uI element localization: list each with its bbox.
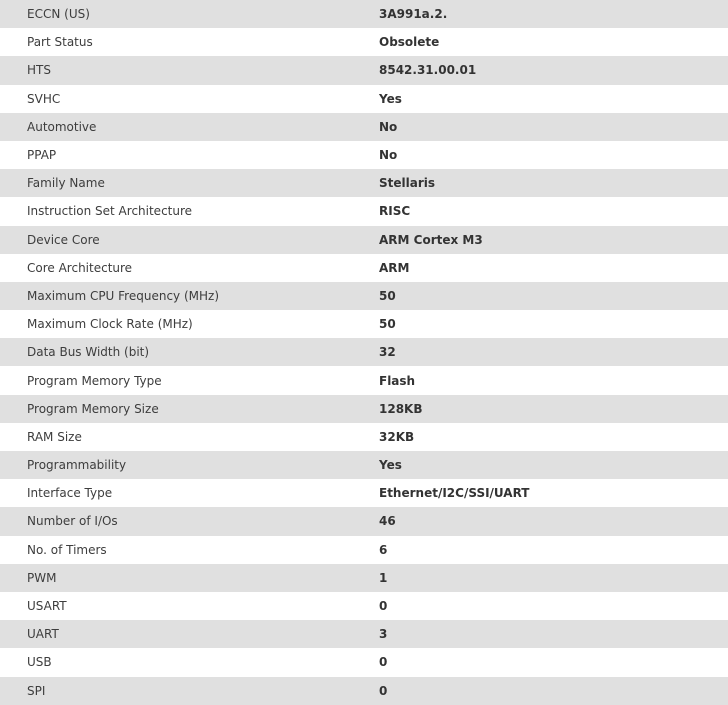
spec-value: ARM — [352, 254, 728, 282]
spec-value: ARM Cortex M3 — [352, 226, 728, 254]
spec-row-max-cpu-frequency — [0, 282, 728, 310]
spec-value: 0 — [352, 677, 728, 705]
spec-label: USB — [0, 648, 352, 676]
spec-label: Automotive — [0, 113, 352, 141]
spec-row-number-of-ios — [0, 507, 728, 535]
spec-row-svhc — [0, 85, 728, 113]
spec-value: Obsolete — [352, 28, 728, 56]
spec-label: Programmability — [0, 451, 352, 479]
spec-value: 6 — [352, 536, 728, 564]
spec-value: 0 — [352, 592, 728, 620]
spec-label: No. of Timers — [0, 536, 352, 564]
spec-label: UART — [0, 620, 352, 648]
spec-row-program-memory-type — [0, 366, 728, 394]
spec-label: RAM Size — [0, 423, 352, 451]
spec-row-core-architecture — [0, 254, 728, 282]
spec-row-uart — [0, 620, 728, 648]
spec-row-eccn — [0, 0, 728, 28]
spec-label: Program Memory Type — [0, 366, 352, 394]
spec-row-number-of-timers — [0, 536, 728, 564]
spec-value: Ethernet/I2C/SSI/UART — [352, 479, 728, 507]
spec-value: RISC — [352, 197, 728, 225]
spec-value: Stellaris — [352, 169, 728, 197]
spec-label: SVHC — [0, 85, 352, 113]
spec-label: Program Memory Size — [0, 395, 352, 423]
spec-value: 0 — [352, 648, 728, 676]
spec-value: 32KB — [352, 423, 728, 451]
spec-value: 8542.31.00.01 — [352, 56, 728, 84]
spec-row-interface-type — [0, 479, 728, 507]
spec-label: Instruction Set Architecture — [0, 197, 352, 225]
spec-value: No — [352, 113, 728, 141]
spec-label: Maximum Clock Rate (MHz) — [0, 310, 352, 338]
spec-value: No — [352, 141, 728, 169]
spec-label: SPI — [0, 677, 352, 705]
spec-row-ppap — [0, 141, 728, 169]
spec-label: PPAP — [0, 141, 352, 169]
spec-row-ram-size — [0, 423, 728, 451]
spec-value: Yes — [352, 85, 728, 113]
spec-value: 50 — [352, 282, 728, 310]
spec-value: 32 — [352, 338, 728, 366]
spec-row-part-status — [0, 28, 728, 56]
spec-row-instruction-set — [0, 197, 728, 225]
spec-value: 3A991a.2. — [352, 0, 728, 28]
spec-label: ECCN (US) — [0, 0, 352, 28]
spec-row-programmability — [0, 451, 728, 479]
spec-row-automotive — [0, 113, 728, 141]
spec-label: USART — [0, 592, 352, 620]
spec-label: Maximum CPU Frequency (MHz) — [0, 282, 352, 310]
spec-row-pwm — [0, 564, 728, 592]
spec-value: Flash — [352, 366, 728, 394]
spec-label: HTS — [0, 56, 352, 84]
spec-row-spi — [0, 677, 728, 705]
spec-row-device-core — [0, 226, 728, 254]
spec-value: 50 — [352, 310, 728, 338]
spec-label: Interface Type — [0, 479, 352, 507]
spec-label: Core Architecture — [0, 254, 352, 282]
spec-label: Number of I/Os — [0, 507, 352, 535]
spec-value: 128KB — [352, 395, 728, 423]
spec-label: Part Status — [0, 28, 352, 56]
spec-row-program-memory-size — [0, 395, 728, 423]
spec-row-family-name — [0, 169, 728, 197]
spec-value: 46 — [352, 507, 728, 535]
spec-row-hts — [0, 56, 728, 84]
spec-row-usb — [0, 648, 728, 676]
spec-value: Yes — [352, 451, 728, 479]
spec-value: 1 — [352, 564, 728, 592]
spec-row-max-clock-rate — [0, 310, 728, 338]
spec-row-data-bus-width — [0, 338, 728, 366]
spec-value: 3 — [352, 620, 728, 648]
spec-label: Data Bus Width (bit) — [0, 338, 352, 366]
spec-row-usart — [0, 592, 728, 620]
spec-label: Device Core — [0, 226, 352, 254]
spec-label: Family Name — [0, 169, 352, 197]
spec-label: PWM — [0, 564, 352, 592]
